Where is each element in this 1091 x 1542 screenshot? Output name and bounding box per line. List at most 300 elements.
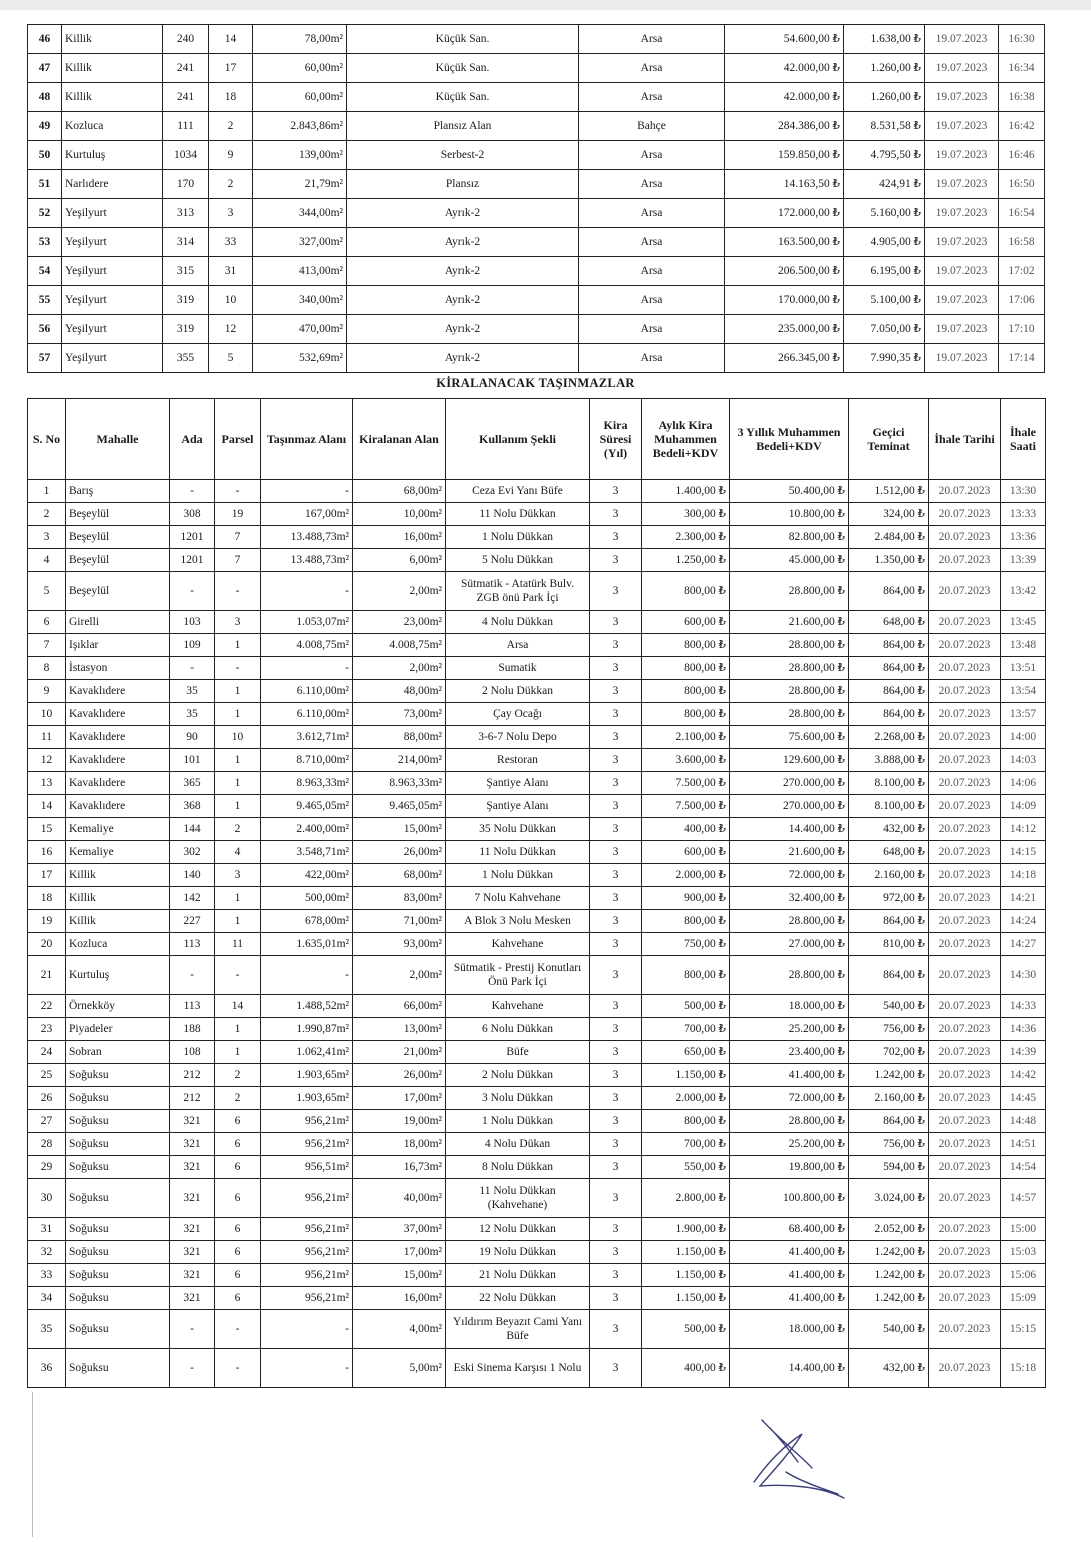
kullanim-sekli: 11 Nolu Dükkan	[446, 503, 590, 526]
row-number: 22	[28, 995, 66, 1018]
kiralanan-alan: 40,00m²	[353, 1179, 446, 1218]
ihale-saati: 13:57	[1001, 703, 1046, 726]
ihale-tarihi: 20.07.2023	[929, 657, 1001, 680]
imar-durumu: Ayrık-2	[347, 315, 579, 344]
mahalle: Örnekköy	[66, 995, 170, 1018]
tasinmaz-alani: 3.548,71m²	[261, 841, 353, 864]
gecici-teminat: 864,00 ₺	[849, 1110, 929, 1133]
kiralanan-alan: 16,73m²	[353, 1156, 446, 1179]
tasinmaz-alani: -	[261, 572, 353, 611]
kiralanan-alan: 10,00m²	[353, 503, 446, 526]
kiralanan-alan: 2,00m²	[353, 572, 446, 611]
row-number: 23	[28, 1018, 66, 1041]
header-tasinmaz-alani: Taşınmaz Alanı	[261, 399, 353, 480]
kiralanan-alan: 83,00m²	[353, 887, 446, 910]
yillik-bedel: 41.400,00 ₺	[730, 1241, 849, 1264]
mahalle: Soğuksu	[66, 1179, 170, 1218]
ihale-saati: 16:38	[999, 83, 1045, 112]
kullanim-sekli: 2 Nolu Dükkan	[446, 680, 590, 703]
ihale-tarihi: 20.07.2023	[929, 1041, 1001, 1064]
ihale-saati: 14:51	[1001, 1133, 1046, 1156]
mahalle: Yeşilyurt	[62, 228, 163, 257]
ihale-saati: 14:21	[1001, 887, 1046, 910]
rent-row	[28, 795, 1046, 818]
aylik-kira: 1.900,00 ₺	[642, 1218, 730, 1241]
kiralanan-alan: 13,00m²	[353, 1018, 446, 1041]
tasinmaz-alani: -	[261, 1349, 353, 1388]
parsel: 6	[215, 1156, 261, 1179]
gecici-teminat: 594,00 ₺	[849, 1156, 929, 1179]
muhammen-bedel: 159.850,00 ₺	[725, 141, 844, 170]
aylik-kira: 7.500,00 ₺	[642, 795, 730, 818]
aylik-kira: 500,00 ₺	[642, 1310, 730, 1349]
ihale-tarihi: 19.07.2023	[925, 54, 999, 83]
kullanim-sekli: Sütmatik - Atatürk Bulv. ZGB önü Park İçi	[446, 572, 590, 611]
parsel: 2	[215, 1087, 261, 1110]
gecici-teminat: 3.024,00 ₺	[849, 1179, 929, 1218]
ihale-saati: 16:54	[999, 199, 1045, 228]
yillik-bedel: 41.400,00 ₺	[730, 1264, 849, 1287]
sale-row	[28, 54, 1045, 83]
kullanim-sekli: 1 Nolu Dükkan	[446, 526, 590, 549]
mahalle: Killik	[62, 54, 163, 83]
ada: -	[170, 1310, 215, 1349]
cinsi: Arsa	[579, 199, 725, 228]
alan: 413,00m²	[253, 257, 347, 286]
parsel: 1	[215, 1018, 261, 1041]
mahalle: Killik	[66, 887, 170, 910]
gecici-teminat: 972,00 ₺	[849, 887, 929, 910]
ihale-saati: 14:39	[1001, 1041, 1046, 1064]
gecici-teminat: 864,00 ₺	[849, 572, 929, 611]
aylik-kira: 550,00 ₺	[642, 1156, 730, 1179]
parsel: -	[215, 1310, 261, 1349]
mahalle: Kurtuluş	[62, 141, 163, 170]
ihale-tarihi: 20.07.2023	[929, 818, 1001, 841]
mahalle: Beşeylül	[66, 549, 170, 572]
tasinmaz-alani: 4.008,75m²	[261, 634, 353, 657]
parsel: 6	[215, 1179, 261, 1218]
parsel: 14	[215, 995, 261, 1018]
row-number: 7	[28, 634, 66, 657]
ada: 365	[170, 772, 215, 795]
tasinmaz-alani: 1.053,07m²	[261, 611, 353, 634]
kira-suresi: 3	[590, 1218, 642, 1241]
gecici-teminat: 864,00 ₺	[849, 680, 929, 703]
kullanim-sekli: 7 Nolu Kahvehane	[446, 887, 590, 910]
aylik-kira: 1.150,00 ₺	[642, 1064, 730, 1087]
parsel: 2	[215, 1064, 261, 1087]
yillik-bedel: 75.600,00 ₺	[730, 726, 849, 749]
ada: 368	[170, 795, 215, 818]
mahalle: Soğuksu	[66, 1133, 170, 1156]
header-parsel: Parsel	[215, 399, 261, 480]
rent-row	[28, 910, 1046, 933]
cinsi: Arsa	[579, 54, 725, 83]
tasinmaz-alani: -	[261, 956, 353, 995]
kullanim-sekli: 1 Nolu Dükkan	[446, 1110, 590, 1133]
aylik-kira: 600,00 ₺	[642, 841, 730, 864]
parsel: 1	[215, 1041, 261, 1064]
rent-row	[28, 933, 1046, 956]
row-number: 10	[28, 703, 66, 726]
kullanim-sekli: Yıldırım Beyazıt Cami Yanı Büfe	[446, 1310, 590, 1349]
ihale-tarihi: 19.07.2023	[925, 344, 999, 373]
muhammen-bedel: 170.000,00 ₺	[725, 286, 844, 315]
kiralanan-alan: 68,00m²	[353, 864, 446, 887]
ihale-saati: 14:00	[1001, 726, 1046, 749]
mahalle: Kavaklıdere	[66, 772, 170, 795]
ihale-saati: 16:58	[999, 228, 1045, 257]
gecici-teminat: 1.260,00 ₺	[844, 54, 925, 83]
aylik-kira: 7.500,00 ₺	[642, 772, 730, 795]
ihale-saati: 16:42	[999, 112, 1045, 141]
ada: 90	[170, 726, 215, 749]
gecici-teminat: 2.268,00 ₺	[849, 726, 929, 749]
ada: 113	[170, 995, 215, 1018]
aylik-kira: 800,00 ₺	[642, 634, 730, 657]
ada: 313	[163, 199, 209, 228]
rent-row	[28, 818, 1046, 841]
kira-suresi: 3	[590, 1264, 642, 1287]
ada: 321	[170, 1133, 215, 1156]
header-gecici-teminat: Geçici Teminat	[849, 399, 929, 480]
muhammen-bedel: 14.163,50 ₺	[725, 170, 844, 199]
ada: 321	[170, 1156, 215, 1179]
mahalle: Beşeylül	[66, 503, 170, 526]
kiralanan-alan: 4.008,75m²	[353, 634, 446, 657]
mahalle: Barış	[66, 480, 170, 503]
ihale-saati: 14:36	[1001, 1018, 1046, 1041]
gecici-teminat: 2.160,00 ₺	[849, 864, 929, 887]
mahalle: Girelli	[66, 611, 170, 634]
rent-row	[28, 680, 1046, 703]
parsel: 31	[209, 257, 253, 286]
tasinmaz-alani: -	[261, 480, 353, 503]
tasinmaz-alani: 422,00m²	[261, 864, 353, 887]
tasinmaz-alani: -	[261, 1310, 353, 1349]
gecici-teminat: 4.795,50 ₺	[844, 141, 925, 170]
row-number: 27	[28, 1110, 66, 1133]
tasinmaz-alani: 1.635,01m²	[261, 933, 353, 956]
tasinmaz-alani: 678,00m²	[261, 910, 353, 933]
row-number: 26	[28, 1087, 66, 1110]
ihale-tarihi: 20.07.2023	[929, 772, 1001, 795]
mahalle: Kavaklıdere	[66, 680, 170, 703]
rent-row	[28, 887, 1046, 910]
gecici-teminat: 7.050,00 ₺	[844, 315, 925, 344]
kullanim-sekli: 4 Nolu Dükkan	[446, 611, 590, 634]
kiralanan-alan: 93,00m²	[353, 933, 446, 956]
yillik-bedel: 23.400,00 ₺	[730, 1041, 849, 1064]
parsel: 10	[209, 286, 253, 315]
parsel: 33	[209, 228, 253, 257]
aylik-kira: 2.300,00 ₺	[642, 526, 730, 549]
ihale-tarihi: 19.07.2023	[925, 25, 999, 54]
ihale-saati: 14:30	[1001, 956, 1046, 995]
cinsi: Arsa	[579, 286, 725, 315]
ihale-saati: 17:02	[999, 257, 1045, 286]
parsel: 6	[215, 1133, 261, 1156]
row-number: 31	[28, 1218, 66, 1241]
row-number: 6	[28, 611, 66, 634]
sale-table	[27, 24, 1045, 373]
ihale-tarihi: 20.07.2023	[929, 841, 1001, 864]
muhammen-bedel: 42.000,00 ₺	[725, 83, 844, 112]
ihale-saati: 13:42	[1001, 572, 1046, 611]
yillik-bedel: 28.800,00 ₺	[730, 680, 849, 703]
tasinmaz-alani: 13.488,73m²	[261, 549, 353, 572]
mahalle: Sobran	[66, 1041, 170, 1064]
ihale-tarihi: 20.07.2023	[929, 1156, 1001, 1179]
ihale-saati: 17:10	[999, 315, 1045, 344]
sale-row	[28, 286, 1045, 315]
kiralanan-alan: 66,00m²	[353, 995, 446, 1018]
aylik-kira: 800,00 ₺	[642, 1110, 730, 1133]
ihale-saati: 13:33	[1001, 503, 1046, 526]
kira-suresi: 3	[590, 526, 642, 549]
kullanim-sekli: Arsa	[446, 634, 590, 657]
mahalle: Kozluca	[62, 112, 163, 141]
ihale-saati: 14:27	[1001, 933, 1046, 956]
tasinmaz-alani: 956,21m²	[261, 1110, 353, 1133]
parsel: 14	[209, 25, 253, 54]
gecici-teminat: 424,91 ₺	[844, 170, 925, 199]
parsel: 5	[209, 344, 253, 373]
imar-durumu: Serbest-2	[347, 141, 579, 170]
kira-suresi: 3	[590, 772, 642, 795]
row-number: 24	[28, 1041, 66, 1064]
mahalle: İstasyon	[66, 657, 170, 680]
gecici-teminat: 1.638,00 ₺	[844, 25, 925, 54]
mahalle: Kavaklıdere	[66, 703, 170, 726]
row-number: 11	[28, 726, 66, 749]
aylik-kira: 800,00 ₺	[642, 572, 730, 611]
kira-suresi: 3	[590, 611, 642, 634]
rent-row	[28, 657, 1046, 680]
kullanim-sekli: 11 Nolu Dükkan	[446, 841, 590, 864]
tasinmaz-alani: 3.612,71m²	[261, 726, 353, 749]
yillik-bedel: 25.200,00 ₺	[730, 1018, 849, 1041]
rent-row	[28, 1064, 1046, 1087]
yillik-bedel: 21.600,00 ₺	[730, 841, 849, 864]
ihale-tarihi: 19.07.2023	[925, 170, 999, 199]
row-number: 50	[28, 141, 62, 170]
rent-row	[28, 841, 1046, 864]
ihale-saati: 13:39	[1001, 549, 1046, 572]
kiralanan-alan: 26,00m²	[353, 841, 446, 864]
yillik-bedel: 28.800,00 ₺	[730, 657, 849, 680]
yillik-bedel: 28.800,00 ₺	[730, 910, 849, 933]
alan: 2.843,86m²	[253, 112, 347, 141]
kullanim-sekli: 1 Nolu Dükkan	[446, 864, 590, 887]
ihale-saati: 16:30	[999, 25, 1045, 54]
imar-durumu: Plansız Alan	[347, 112, 579, 141]
ada: 140	[170, 864, 215, 887]
kiralanan-alan: 214,00m²	[353, 749, 446, 772]
ada: 355	[163, 344, 209, 373]
parsel: 1	[215, 772, 261, 795]
mahalle: Soğuksu	[66, 1218, 170, 1241]
ihale-tarihi: 20.07.2023	[929, 503, 1001, 526]
mahalle: Piyadeler	[66, 1018, 170, 1041]
row-number: 53	[28, 228, 62, 257]
row-number: 12	[28, 749, 66, 772]
aylik-kira: 2.000,00 ₺	[642, 1087, 730, 1110]
kira-suresi: 3	[590, 1310, 642, 1349]
aylik-kira: 400,00 ₺	[642, 1349, 730, 1388]
ihale-saati: 13:54	[1001, 680, 1046, 703]
kullanim-sekli: 6 Nolu Dükkan	[446, 1018, 590, 1041]
mahalle: Kurtuluş	[66, 956, 170, 995]
alan: 21,79m²	[253, 170, 347, 199]
ihale-saati: 15:03	[1001, 1241, 1046, 1264]
rent-row	[28, 956, 1046, 995]
kullanim-sekli: Restoran	[446, 749, 590, 772]
row-number: 25	[28, 1064, 66, 1087]
kira-suresi: 3	[590, 1064, 642, 1087]
ada: 241	[163, 54, 209, 83]
mahalle: Narlıdere	[62, 170, 163, 199]
ihale-tarihi: 20.07.2023	[929, 910, 1001, 933]
yillik-bedel: 45.000,00 ₺	[730, 549, 849, 572]
header-ihale-tarihi: İhale Tarihi	[929, 399, 1001, 480]
muhammen-bedel: 206.500,00 ₺	[725, 257, 844, 286]
ada: -	[170, 572, 215, 611]
cinsi: Arsa	[579, 315, 725, 344]
kullanim-sekli: 3 Nolu Dükkan	[446, 1087, 590, 1110]
muhammen-bedel: 266.345,00 ₺	[725, 344, 844, 373]
parsel: 2	[209, 170, 253, 199]
ihale-saati: 14:24	[1001, 910, 1046, 933]
gecici-teminat: 7.990,35 ₺	[844, 344, 925, 373]
ihale-tarihi: 20.07.2023	[929, 1264, 1001, 1287]
rent-row	[28, 1218, 1046, 1241]
row-number: 16	[28, 841, 66, 864]
gecici-teminat: 2.052,00 ₺	[849, 1218, 929, 1241]
ihale-saati: 15:09	[1001, 1287, 1046, 1310]
aylik-kira: 750,00 ₺	[642, 933, 730, 956]
ihale-saati: 14:12	[1001, 818, 1046, 841]
cinsi: Arsa	[579, 170, 725, 199]
header-kira-suresi: Kira Süresi (Yıl)	[590, 399, 642, 480]
margin-line	[32, 1392, 33, 1537]
mahalle: Yeşilyurt	[62, 286, 163, 315]
parsel: 1	[215, 703, 261, 726]
row-number: 52	[28, 199, 62, 228]
mahalle: Killik	[62, 83, 163, 112]
yillik-bedel: 32.400,00 ₺	[730, 887, 849, 910]
aylik-kira: 300,00 ₺	[642, 503, 730, 526]
ihale-tarihi: 20.07.2023	[929, 680, 1001, 703]
ihale-tarihi: 20.07.2023	[929, 1018, 1001, 1041]
mahalle: Killik	[66, 864, 170, 887]
rent-row	[28, 526, 1046, 549]
row-number: 55	[28, 286, 62, 315]
kiralanan-alan: 15,00m²	[353, 1264, 446, 1287]
yillik-bedel: 18.000,00 ₺	[730, 995, 849, 1018]
mahalle: Soğuksu	[66, 1264, 170, 1287]
kira-suresi: 3	[590, 1287, 642, 1310]
alan: 60,00m²	[253, 83, 347, 112]
kira-suresi: 3	[590, 1349, 642, 1388]
tasinmaz-alani: 956,21m²	[261, 1264, 353, 1287]
rent-row	[28, 1349, 1046, 1388]
mahalle: Işıklar	[66, 634, 170, 657]
kira-suresi: 3	[590, 1156, 642, 1179]
imar-durumu: Ayrık-2	[347, 257, 579, 286]
yillik-bedel: 270.000,00 ₺	[730, 795, 849, 818]
row-number: 47	[28, 54, 62, 83]
sale-row	[28, 170, 1045, 199]
header-yillik-bedel: 3 Yıllık Muhammen Bedeli+KDV	[730, 399, 849, 480]
kiralanan-alan: 17,00m²	[353, 1241, 446, 1264]
kullanim-sekli: Sütmatik - Prestij Konutları Önü Park İçi	[446, 956, 590, 995]
signature-icon	[740, 1410, 860, 1505]
ihale-saati: 14:33	[1001, 995, 1046, 1018]
kira-suresi: 3	[590, 726, 642, 749]
mahalle: Soğuksu	[66, 1064, 170, 1087]
row-number: 9	[28, 680, 66, 703]
tasinmaz-alani: 1.990,87m²	[261, 1018, 353, 1041]
kira-suresi: 3	[590, 1041, 642, 1064]
kiralanan-alan: 73,00m²	[353, 703, 446, 726]
kullanim-sekli: 5 Nolu Dükkan	[446, 549, 590, 572]
ihale-tarihi: 20.07.2023	[929, 1218, 1001, 1241]
ada: 109	[170, 634, 215, 657]
kiralanan-alan: 71,00m²	[353, 910, 446, 933]
mahalle: Kemaliye	[66, 841, 170, 864]
parsel: 6	[215, 1110, 261, 1133]
kira-suresi: 3	[590, 1241, 642, 1264]
rent-row	[28, 864, 1046, 887]
header-kiralanan-alan: Kiralanan Alan	[353, 399, 446, 480]
mahalle: Kemaliye	[66, 818, 170, 841]
tasinmaz-alani: 9.465,05m²	[261, 795, 353, 818]
ihale-saati: 13:30	[1001, 480, 1046, 503]
ada: 315	[163, 257, 209, 286]
gecici-teminat: 1.242,00 ₺	[849, 1264, 929, 1287]
gecici-teminat: 2.160,00 ₺	[849, 1087, 929, 1110]
ihale-saati: 14:18	[1001, 864, 1046, 887]
gecici-teminat: 864,00 ₺	[849, 910, 929, 933]
yillik-bedel: 27.000,00 ₺	[730, 933, 849, 956]
ada: 321	[170, 1287, 215, 1310]
parsel: 2	[209, 112, 253, 141]
ihale-tarihi: 19.07.2023	[925, 315, 999, 344]
imar-durumu: Küçük San.	[347, 54, 579, 83]
ihale-saati: 15:18	[1001, 1349, 1046, 1388]
ada: 35	[170, 703, 215, 726]
row-number: 5	[28, 572, 66, 611]
ada: 321	[170, 1264, 215, 1287]
ihale-saati: 13:36	[1001, 526, 1046, 549]
aylik-kira: 500,00 ₺	[642, 995, 730, 1018]
parsel: 18	[209, 83, 253, 112]
ihale-tarihi: 20.07.2023	[929, 480, 1001, 503]
kira-suresi: 3	[590, 841, 642, 864]
rent-row	[28, 503, 1046, 526]
mahalle: Soğuksu	[66, 1310, 170, 1349]
gecici-teminat: 432,00 ₺	[849, 818, 929, 841]
aylik-kira: 1.150,00 ₺	[642, 1241, 730, 1264]
tasinmaz-alani: 956,21m²	[261, 1287, 353, 1310]
ihale-saati: 14:15	[1001, 841, 1046, 864]
aylik-kira: 800,00 ₺	[642, 910, 730, 933]
tasinmaz-alani: 1.062,41m²	[261, 1041, 353, 1064]
ihale-tarihi: 20.07.2023	[929, 634, 1001, 657]
rent-row	[28, 1310, 1046, 1349]
